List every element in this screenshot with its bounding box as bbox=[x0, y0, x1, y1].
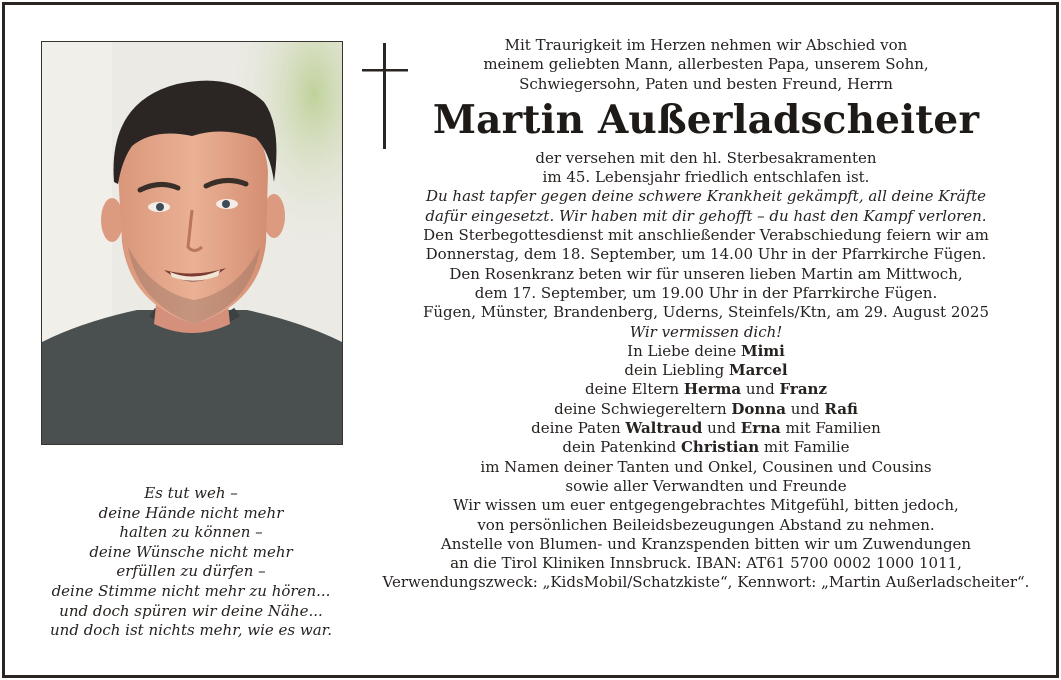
donation-line: Verwendungszweck: „KidsMobil/Schatzkiste“, Kennwort: „Martin Außerladscheiter“. bbox=[382, 573, 1030, 592]
donation-line: an die Tirol Kliniken Innsbruck. IBAN: AT61 5700 0002 1000 1011, bbox=[450, 554, 962, 573]
poem-line: deine Stimme nicht mehr zu hören... bbox=[51, 581, 331, 600]
mourner-text: deine Schwiegereltern bbox=[554, 399, 732, 418]
mourner-text: dein Patenkind bbox=[562, 438, 681, 457]
mourner-line bbox=[381, 342, 1031, 361]
mourner-name: Marcel bbox=[728, 361, 788, 380]
thanks-line: Wir wissen um euer entgegengebrachtes Mitgefühl, bitten jedoch, bbox=[453, 496, 959, 515]
poem-line: erfüllen zu dürfen – bbox=[116, 562, 266, 581]
mourner-name: Franz bbox=[779, 380, 827, 399]
passing-line: der versehen mit den hl. Sterbesakramenten bbox=[535, 148, 877, 167]
mourner-name: Mimi bbox=[740, 341, 785, 360]
poem-line: Es tut weh – bbox=[144, 484, 238, 502]
donation-line: Anstelle von Blumen- und Kranzspenden bitten wir um Zuwendungen bbox=[440, 534, 972, 553]
obituary-text bbox=[381, 36, 1031, 593]
mourner-text: und bbox=[741, 380, 780, 399]
thanks-line: von persönlichen Beileidsbezeugungen Abstand zu nehmen. bbox=[477, 515, 935, 534]
mourner-text: deine Paten bbox=[531, 419, 626, 438]
mourner-line bbox=[381, 419, 1031, 438]
mourner-name: Erna bbox=[740, 419, 781, 438]
obituary-frame bbox=[2, 2, 1059, 678]
portrait-photo bbox=[41, 41, 343, 445]
passing-line: im 45. Lebensjahr friedlich entschlafen ist. bbox=[542, 168, 870, 187]
mourner-name: Christian bbox=[680, 438, 760, 457]
mourner-line bbox=[381, 400, 1031, 419]
portrait-illustration bbox=[42, 42, 342, 444]
poem bbox=[41, 484, 341, 641]
intro-line: Mit Traurigkeit im Herzen nehmen wir Abschied von bbox=[504, 36, 908, 54]
mourner-name: Herma bbox=[683, 380, 742, 399]
mourner-text: und bbox=[785, 399, 825, 418]
mourner-line bbox=[381, 361, 1031, 380]
mourner-text: und bbox=[702, 419, 741, 438]
tribute-line: dafür eingesetzt. Wir haben mit dir gehofft – du hast den Kampf verloren. bbox=[425, 206, 987, 225]
rosary-line: Den Rosenkranz beten wir für unseren lieben Martin am Mittwoch, bbox=[449, 264, 963, 283]
mourner-text: dein Liebling bbox=[624, 361, 729, 380]
poem-line: deine Hände nicht mehr bbox=[98, 503, 284, 522]
tribute-line: Du hast tapfer gegen deine schwere Krankheit gekämpft, all deine Kräfte bbox=[425, 187, 987, 206]
rosary-line: dem 17. September, um 19.00 Uhr in der Pfarrkirche Fügen. bbox=[474, 283, 938, 302]
mourner-line bbox=[381, 380, 1031, 399]
mourner-line: im Namen deiner Tanten und Onkel, Cousinen und Cousins bbox=[480, 457, 932, 476]
poem-line: und doch ist nichts mehr, wie es war. bbox=[50, 621, 332, 640]
deceased-name: Martin Außerladscheiter bbox=[432, 96, 980, 143]
mourner-line: sowie aller Verwandten und Freunde bbox=[565, 476, 847, 495]
mourner-name: Donna bbox=[731, 399, 786, 418]
mourner-text: In Liebe deine bbox=[627, 341, 741, 360]
miss-you: Wir vermissen dich! bbox=[629, 322, 783, 341]
mourner-text: deine Eltern bbox=[585, 380, 684, 399]
mourner-line bbox=[381, 438, 1031, 457]
poem-line: halten zu können – bbox=[119, 523, 263, 542]
place-date: Fügen, Münster, Brandenberg, Uderns, Steinfels/Ktn, am 29. August 2025 bbox=[422, 303, 990, 322]
poem-line: deine Wünsche nicht mehr bbox=[89, 542, 293, 561]
mourner-name: Rafi bbox=[824, 399, 858, 418]
service-line: Donnerstag, dem 18. September, um 14.00 Uhr in der Pfarrkirche Fügen. bbox=[425, 245, 987, 264]
intro-line: Schwiegersohn, Paten und besten Freund, Herrn bbox=[519, 74, 893, 93]
mourner-name: Waltraud bbox=[625, 419, 703, 438]
poem-line: und doch spüren wir deine Nähe... bbox=[59, 601, 323, 620]
service-line: Den Sterbegottesdienst mit anschließender Verabschiedung feiern wir am bbox=[423, 226, 989, 245]
mourner-text: mit Familie bbox=[759, 438, 850, 457]
intro-line: meinem geliebten Mann, allerbesten Papa, unserem Sohn, bbox=[483, 55, 929, 74]
mourner-text: mit Familien bbox=[780, 419, 881, 438]
